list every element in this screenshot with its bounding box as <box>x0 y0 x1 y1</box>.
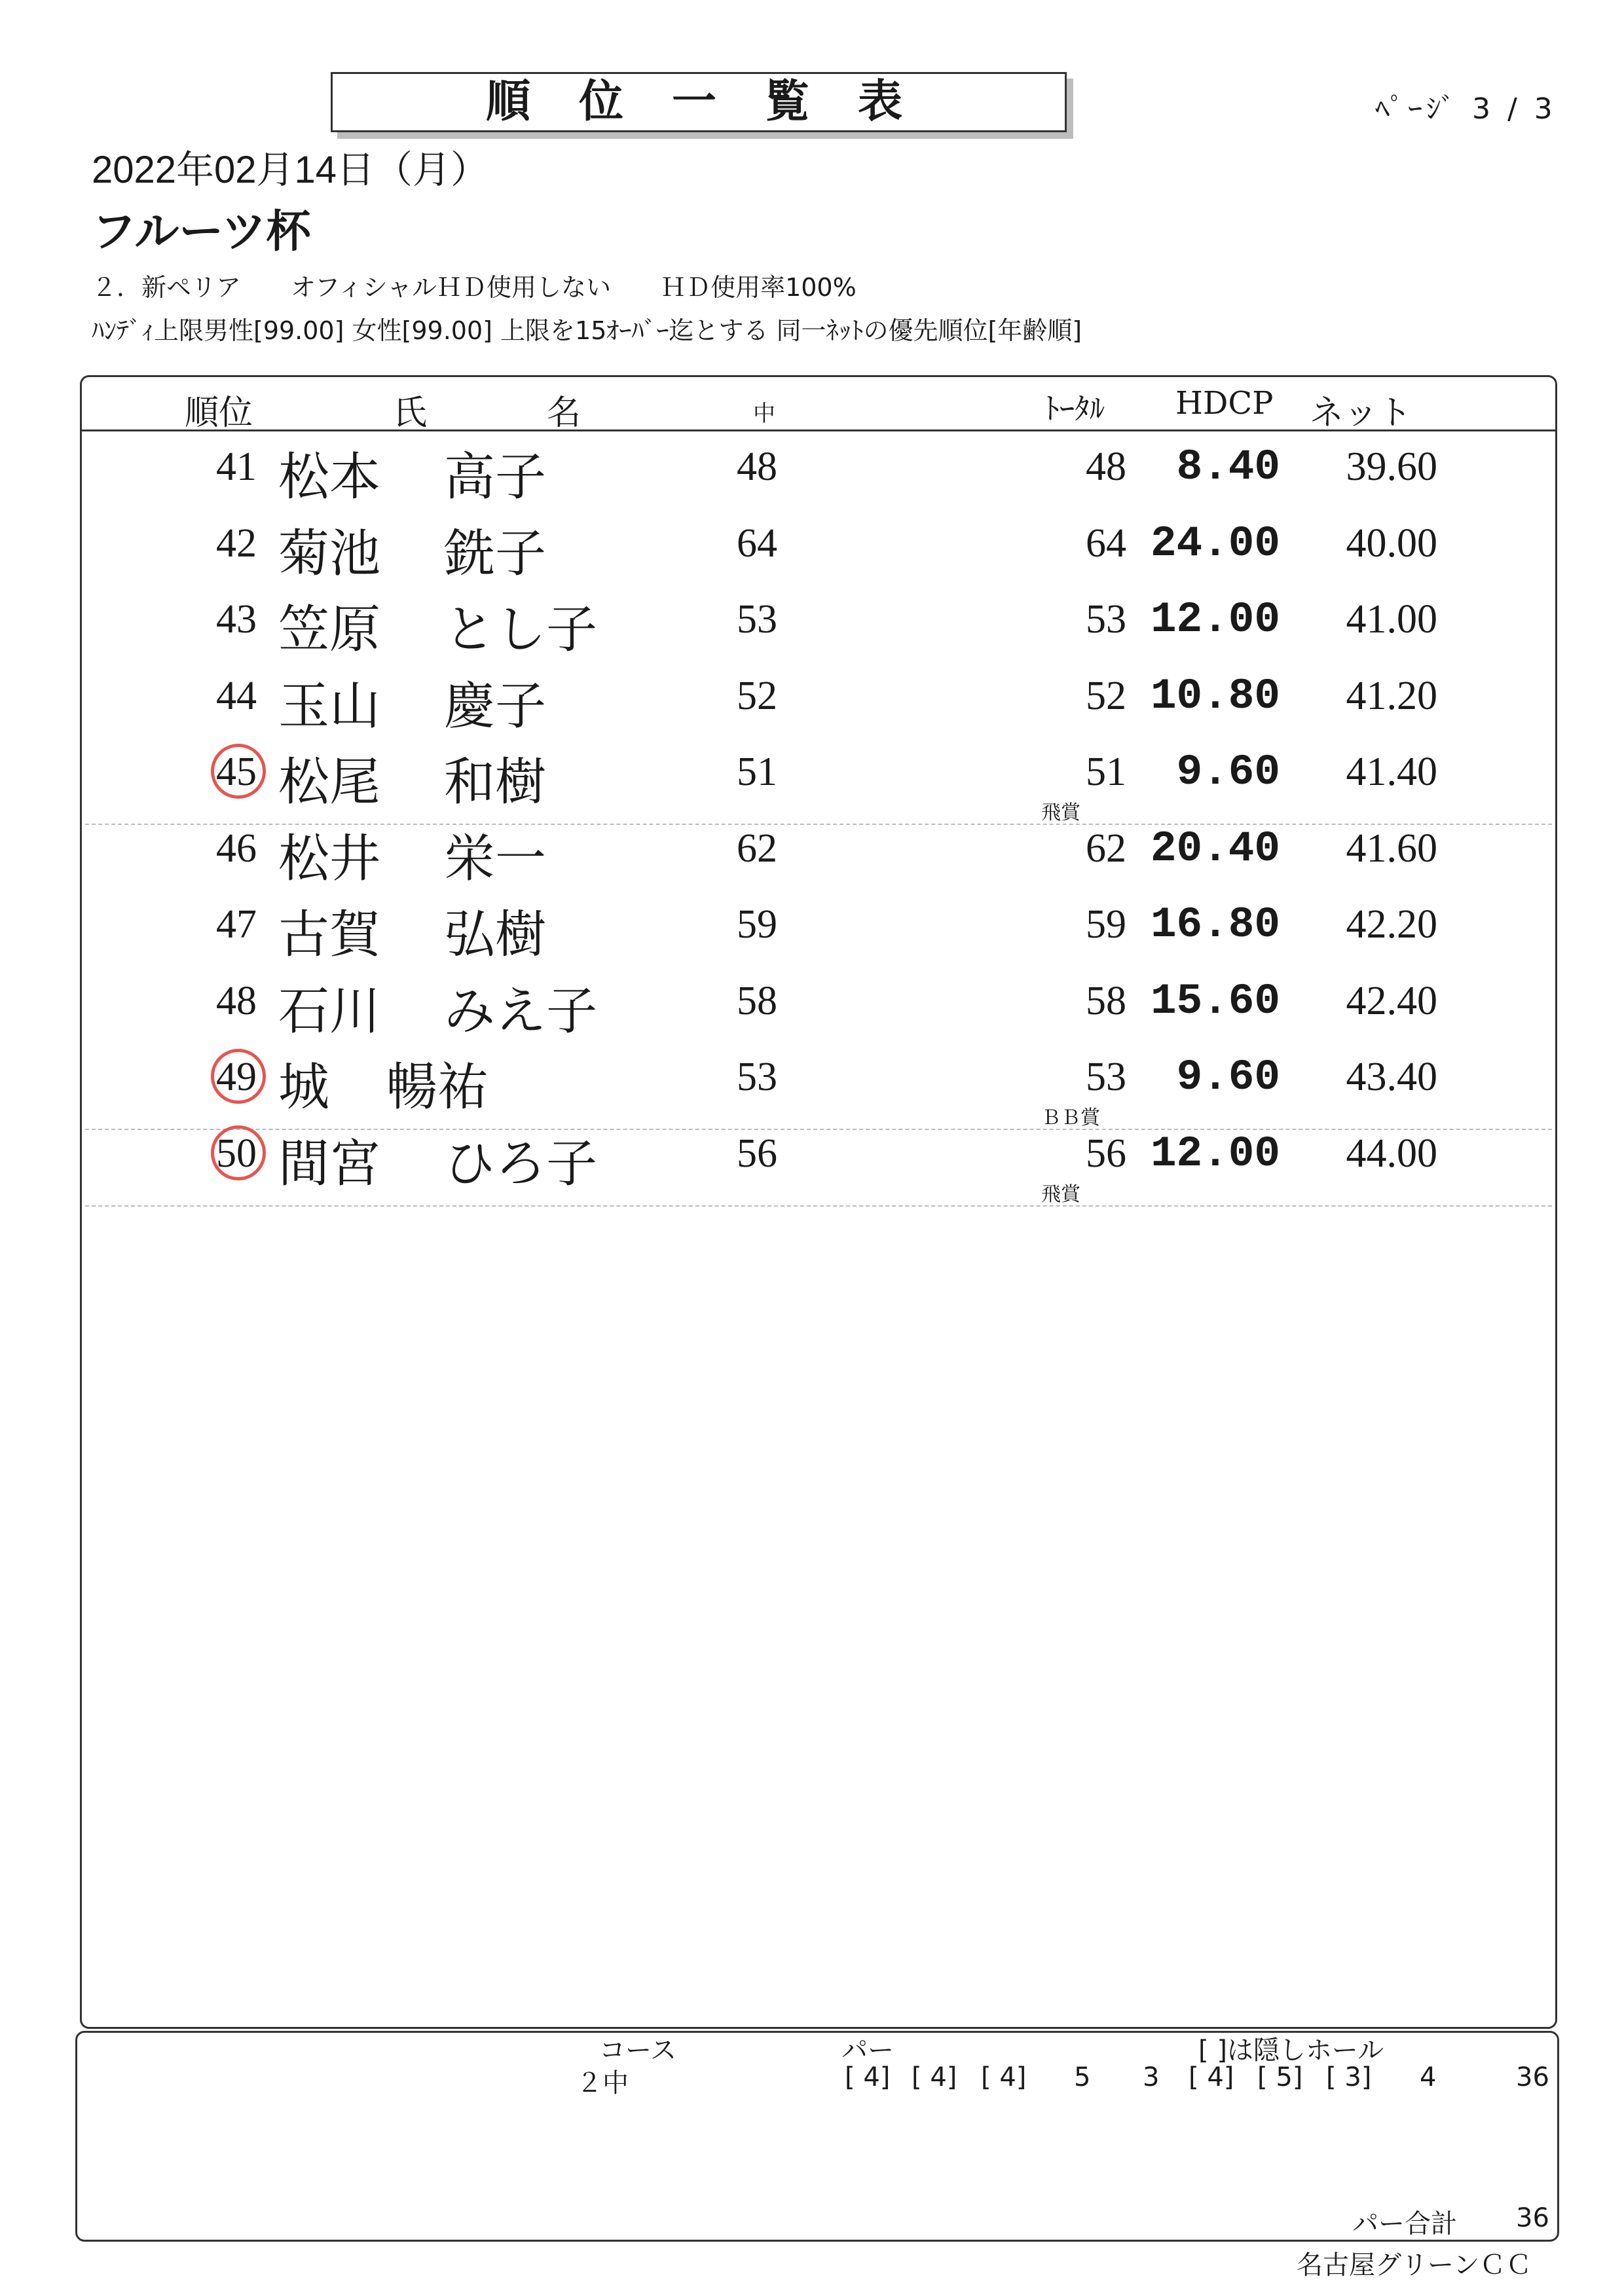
surname-cell: 笠原 <box>278 600 381 659</box>
net-cell: 41.20 <box>1346 673 1437 718</box>
col-hdcp-header: HDCP <box>1175 385 1274 422</box>
row-separator <box>85 1205 1552 1207</box>
total-cell: 62 <box>1086 826 1126 871</box>
hdcp-cell: 9.60 <box>1176 1053 1280 1102</box>
course-score-cell: 53 <box>737 1055 777 1099</box>
conditions-line-2: ﾊﾝﾃﾞｨ上限男性[99.00] 女性[99.00] 上限を15ｵｰﾊﾞｰ迄とする 同一ﾈｯﾄの優先順位[年齢順] <box>92 316 1082 345</box>
surname-cell: 古賀 <box>278 905 381 964</box>
net-cell: 39.60 <box>1346 445 1437 489</box>
table-row <box>0 1042 1624 1129</box>
total-cell: 56 <box>1086 1131 1126 1176</box>
col-mei-header: 名 <box>547 393 581 433</box>
course-score-cell: 62 <box>737 826 777 871</box>
rank-cell: 47 <box>216 902 257 947</box>
par-hole-3: [ 4] <box>981 2062 1027 2092</box>
given-name-cell: 和樹 <box>444 753 547 812</box>
given-name-cell: ひろ子 <box>444 1134 598 1194</box>
col-shi-header: 氏 <box>393 393 428 433</box>
total-cell: 53 <box>1086 597 1126 642</box>
total-cell: 58 <box>1086 978 1126 1023</box>
total-cell: 59 <box>1086 902 1126 947</box>
net-cell: 42.40 <box>1346 978 1437 1023</box>
net-cell: 40.00 <box>1346 520 1437 566</box>
award-label: 飛賞 <box>1041 1182 1080 1206</box>
total-cell: 53 <box>1086 1055 1126 1099</box>
course-score-cell: 48 <box>737 445 777 489</box>
net-cell: 41.60 <box>1346 826 1437 871</box>
par-hole-5: 3 <box>1143 2062 1160 2092</box>
hidden-hole-note: [ ]は隠しホール <box>1198 2035 1384 2066</box>
club-name: 名古屋グリーンＣＣ <box>1297 2250 1532 2280</box>
rank-cell: 50 <box>216 1131 257 1176</box>
rank-cell: 46 <box>216 826 257 871</box>
net-cell: 44.00 <box>1346 1131 1437 1176</box>
par-total-value: 36 <box>1516 2203 1549 2233</box>
net-cell: 41.40 <box>1346 750 1437 794</box>
hdcp-cell: 12.00 <box>1150 1129 1280 1178</box>
given-name-cell: みえ子 <box>444 981 598 1041</box>
total-cell: 51 <box>1086 750 1126 794</box>
table-row <box>0 432 1624 508</box>
par-hole-2: [ 4] <box>912 2062 957 2092</box>
surname-cell: 松本 <box>278 448 381 507</box>
rank-cell: 42 <box>216 520 257 566</box>
par-hole-6: [ 4] <box>1189 2062 1234 2092</box>
col-net-header: ネット <box>1310 393 1412 433</box>
surname-cell: 菊池 <box>278 524 381 583</box>
surname-cell: 石川 <box>278 981 381 1041</box>
par-hole-4: 5 <box>1074 2062 1091 2092</box>
course-score-cell: 64 <box>737 520 777 566</box>
hdcp-cell: 8.40 <box>1176 443 1280 492</box>
hdcp-cell: 12.00 <box>1150 595 1280 644</box>
given-name-cell: 栄一 <box>444 829 547 888</box>
hdcp-cell: 16.80 <box>1150 900 1280 949</box>
net-cell: 42.20 <box>1346 902 1437 947</box>
surname-cell: 城 <box>278 1058 330 1117</box>
given-name-cell: 弘樹 <box>444 905 547 964</box>
rank-cell: 49 <box>216 1055 257 1099</box>
title-box <box>331 72 1067 132</box>
col-total-header: ﾄｰﾀﾙ <box>1044 391 1105 426</box>
table-row <box>0 814 1624 890</box>
col-rank-header: 順位 <box>185 393 253 433</box>
course-score-cell: 52 <box>737 673 777 718</box>
total-cell: 48 <box>1086 445 1126 489</box>
hdcp-cell: 15.60 <box>1150 976 1280 1026</box>
course-name: ２中 <box>576 2068 629 2098</box>
par-label: パー <box>841 2035 894 2066</box>
table-row <box>0 509 1624 585</box>
par-total-label: パー合計 <box>1352 2209 1457 2239</box>
rank-cell: 48 <box>216 978 257 1023</box>
hdcp-cell: 20.40 <box>1150 824 1280 873</box>
net-cell: 43.40 <box>1346 1055 1437 1099</box>
net-cell: 41.00 <box>1346 597 1437 642</box>
par-hole-8: [ 3] <box>1326 2062 1372 2092</box>
course-score-cell: 58 <box>737 978 777 1023</box>
course-score-cell: 53 <box>737 597 777 642</box>
table-row <box>0 890 1624 966</box>
page-title: 順位一覧表 <box>485 76 951 128</box>
surname-cell: 松井 <box>278 829 381 888</box>
hdcp-cell: 9.60 <box>1176 748 1280 797</box>
par-hole-7: [ 5] <box>1257 2062 1303 2092</box>
course-score-cell: 59 <box>737 902 777 947</box>
surname-cell: 松尾 <box>278 753 381 812</box>
course-score-cell: 51 <box>737 750 777 794</box>
total-cell: 64 <box>1086 520 1126 566</box>
total-cell: 52 <box>1086 673 1126 718</box>
page-number: ﾍﾟｰｼﾞ 3 / 3 <box>1375 92 1557 126</box>
table-row <box>0 1119 1624 1206</box>
event-date: 2022年02月14日（月） <box>92 149 489 191</box>
table-row <box>0 661 1624 737</box>
course-label: コース <box>599 2035 676 2066</box>
rank-cell: 43 <box>216 597 257 642</box>
table-row <box>0 966 1624 1042</box>
given-name-cell: 銑子 <box>444 524 547 583</box>
course-par-total: 36 <box>1516 2062 1549 2092</box>
award-label: ＢＢ賞 <box>1041 1106 1100 1129</box>
surname-cell: 間宮 <box>278 1134 381 1194</box>
given-name-cell: 暢祐 <box>386 1058 489 1117</box>
event-name: フルーツ杯 <box>92 206 311 258</box>
table-row <box>0 737 1624 824</box>
conditions-line-1: ２．新ペリア オフィシャルＨＤ使用しない ＨＤ使用率100% <box>92 273 857 302</box>
award-label: 飛賞 <box>1041 801 1080 824</box>
par-hole-1: [ 4] <box>845 2062 891 2092</box>
course-score-cell: 56 <box>737 1131 777 1176</box>
hdcp-cell: 24.00 <box>1150 519 1280 568</box>
given-name-cell: とし子 <box>444 600 598 659</box>
given-name-cell: 慶子 <box>444 676 547 736</box>
rank-cell: 44 <box>216 673 257 718</box>
rank-cell: 41 <box>216 445 257 489</box>
col-course-header: 中 <box>753 401 775 427</box>
rank-cell: 45 <box>216 750 257 794</box>
given-name-cell: 高子 <box>444 448 547 507</box>
surname-cell: 玉山 <box>278 676 381 736</box>
table-row <box>0 585 1624 661</box>
hdcp-cell: 10.80 <box>1150 671 1280 721</box>
par-hole-9: 4 <box>1420 2062 1437 2092</box>
